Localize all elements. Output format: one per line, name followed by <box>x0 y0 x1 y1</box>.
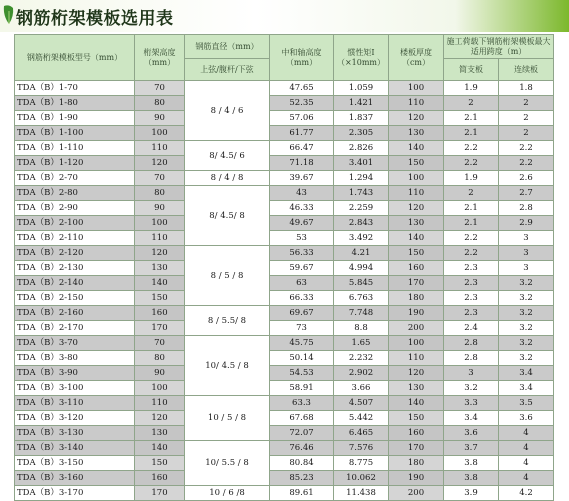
neutral-axis-cell: 49.67 <box>270 216 334 231</box>
inertia-cell: 2.843 <box>334 216 389 231</box>
height-cell: 140 <box>135 276 185 291</box>
model-cell: TDA（B）3-100 <box>15 381 135 396</box>
continuous-span-cell: 2.9 <box>499 216 554 231</box>
simple-span-cell: 3.7 <box>444 441 499 456</box>
slab-thickness-cell: 150 <box>389 246 444 261</box>
simple-span-cell: 2 <box>444 186 499 201</box>
height-cell: 150 <box>135 456 185 471</box>
continuous-span-cell: 4 <box>499 456 554 471</box>
inertia-header: 惯性矩I（×10mm） <box>334 35 389 81</box>
table-row <box>15 471 554 486</box>
model-cell: TDA（B）1-100 <box>15 126 135 141</box>
height-cell: 100 <box>135 216 185 231</box>
inertia-cell: 2.902 <box>334 366 389 381</box>
neutral-axis-cell: 80.84 <box>270 456 334 471</box>
truss-selection-table <box>14 34 554 501</box>
simple-span-cell: 2.8 <box>444 336 499 351</box>
slab-thickness-cell: 140 <box>389 396 444 411</box>
continuous-span-cell: 4 <box>499 441 554 456</box>
model-cell: TDA（B）3-80 <box>15 351 135 366</box>
continuous-span-cell: 3.2 <box>499 321 554 336</box>
slab-thickness-cell: 120 <box>389 366 444 381</box>
table-row <box>15 426 554 441</box>
height-cell: 120 <box>135 246 185 261</box>
continuous-span-cell: 2 <box>499 96 554 111</box>
table-row <box>15 381 554 396</box>
title-bar <box>0 0 569 32</box>
slab-thickness-cell: 120 <box>389 201 444 216</box>
height-cell: 80 <box>135 351 185 366</box>
continuous-span-cell: 3 <box>499 246 554 261</box>
inertia-cell: 3.492 <box>334 231 389 246</box>
slab-thickness-cell: 160 <box>389 261 444 276</box>
slab-thickness-cell: 170 <box>389 441 444 456</box>
simple-span-cell: 2.2 <box>444 231 499 246</box>
model-cell: TDA（B）2-100 <box>15 216 135 231</box>
model-header: 钢筋桁架模板型号（mm） <box>15 35 135 81</box>
slab-thickness-cell: 100 <box>389 336 444 351</box>
model-cell: TDA（B）3-70 <box>15 336 135 351</box>
inertia-cell: 4.507 <box>334 396 389 411</box>
continuous-span-cell: 2.2 <box>499 141 554 156</box>
table-row <box>15 456 554 471</box>
neutral-axis-cell: 46.33 <box>270 201 334 216</box>
continuous-header: 连续板 <box>499 59 554 81</box>
neutral-axis-cell: 85.23 <box>270 471 334 486</box>
table-row <box>15 336 554 351</box>
continuous-span-cell: 4.2 <box>499 486 554 501</box>
simple-span-cell: 2.3 <box>444 276 499 291</box>
inertia-cell: 6.465 <box>334 426 389 441</box>
neutral-axis-cell: 61.77 <box>270 126 334 141</box>
height-cell: 140 <box>135 441 185 456</box>
neutral-axis-cell: 53 <box>270 231 334 246</box>
height-cell: 110 <box>135 231 185 246</box>
continuous-span-cell: 3.4 <box>499 366 554 381</box>
neutral-axis-cell: 71.18 <box>270 156 334 171</box>
table-row <box>15 441 554 456</box>
model-cell: TDA（B）2-150 <box>15 291 135 306</box>
continuous-span-cell: 2.6 <box>499 171 554 186</box>
height-cell: 80 <box>135 186 185 201</box>
model-cell: TDA（B）1-120 <box>15 156 135 171</box>
diameter-cell: 8 / 4 / 6 <box>185 81 270 141</box>
diameter-cell: 10/ 5.5 / 8 <box>185 441 270 486</box>
simple-span-cell: 3.3 <box>444 396 499 411</box>
simple-span-cell: 2 <box>444 96 499 111</box>
table-row <box>15 291 554 306</box>
diameter-subheader: 上弦/腹杆/下弦 <box>185 59 270 81</box>
slab-thickness-cell: 130 <box>389 126 444 141</box>
slab-thickness-cell: 160 <box>389 426 444 441</box>
continuous-span-cell: 2 <box>499 111 554 126</box>
table-row <box>15 141 554 156</box>
neutral-axis-cell: 39.67 <box>270 171 334 186</box>
simple-span-cell: 2.8 <box>444 351 499 366</box>
table-row <box>15 306 554 321</box>
inertia-cell: 5.442 <box>334 411 389 426</box>
simple-span-cell: 2.2 <box>444 246 499 261</box>
inertia-cell: 3.66 <box>334 381 389 396</box>
model-cell: TDA（B）2-110 <box>15 231 135 246</box>
neutral-axis-cell: 69.67 <box>270 306 334 321</box>
slab-thickness-header: 楼板厚度（cm） <box>389 35 444 81</box>
height-cell: 70 <box>135 81 185 96</box>
neutral-axis-cell: 56.33 <box>270 246 334 261</box>
model-cell: TDA（B）3-150 <box>15 456 135 471</box>
continuous-span-cell: 2.8 <box>499 201 554 216</box>
model-cell: TDA（B）2-160 <box>15 306 135 321</box>
neutral-axis-cell: 73 <box>270 321 334 336</box>
inertia-cell: 7.748 <box>334 306 389 321</box>
height-header: 桁架高度（mm） <box>135 35 185 81</box>
table-row <box>15 396 554 411</box>
slab-thickness-cell: 100 <box>389 81 444 96</box>
height-cell: 130 <box>135 426 185 441</box>
neutral-axis-header: 中和轴高度（mm） <box>270 35 334 81</box>
diameter-cell: 10 / 6 /8 <box>185 486 270 501</box>
diameter-cell: 8 / 4 / 8 <box>185 171 270 186</box>
neutral-axis-cell: 72.07 <box>270 426 334 441</box>
inertia-cell: 7.576 <box>334 441 389 456</box>
inertia-cell: 1.294 <box>334 171 389 186</box>
height-cell: 110 <box>135 141 185 156</box>
table-row <box>15 171 554 186</box>
inertia-cell: 4.994 <box>334 261 389 276</box>
height-cell: 70 <box>135 336 185 351</box>
simple-span-cell: 3.2 <box>444 381 499 396</box>
inertia-cell: 1.059 <box>334 81 389 96</box>
height-cell: 100 <box>135 381 185 396</box>
continuous-span-cell: 4 <box>499 471 554 486</box>
slab-thickness-cell: 180 <box>389 456 444 471</box>
simple-span-cell: 3 <box>444 366 499 381</box>
simple-span-cell: 2.2 <box>444 141 499 156</box>
inertia-cell: 2.259 <box>334 201 389 216</box>
model-cell: TDA（B）2-140 <box>15 276 135 291</box>
simple-span-cell: 2.1 <box>444 126 499 141</box>
neutral-axis-cell: 54.53 <box>270 366 334 381</box>
continuous-span-cell: 3.5 <box>499 396 554 411</box>
page-title: 钢筋桁架模板选用表 <box>16 9 174 29</box>
neutral-axis-cell: 58.91 <box>270 381 334 396</box>
height-cell: 150 <box>135 291 185 306</box>
diameter-cell: 10 / 5 / 8 <box>185 396 270 441</box>
inertia-cell: 11.438 <box>334 486 389 501</box>
table-row <box>15 96 554 111</box>
slab-thickness-cell: 140 <box>389 141 444 156</box>
neutral-axis-cell: 52.35 <box>270 96 334 111</box>
table-row <box>15 486 554 501</box>
slab-thickness-cell: 190 <box>389 306 444 321</box>
continuous-span-cell: 3.2 <box>499 336 554 351</box>
continuous-span-cell: 3 <box>499 231 554 246</box>
height-cell: 90 <box>135 366 185 381</box>
model-cell: TDA（B）3-120 <box>15 411 135 426</box>
height-cell: 80 <box>135 96 185 111</box>
neutral-axis-cell: 66.47 <box>270 141 334 156</box>
continuous-span-cell: 3.2 <box>499 291 554 306</box>
model-cell: TDA（B）3-140 <box>15 441 135 456</box>
table-row <box>15 321 554 336</box>
inertia-cell: 2.232 <box>334 351 389 366</box>
continuous-span-cell: 3.6 <box>499 411 554 426</box>
continuous-span-cell: 1.8 <box>499 81 554 96</box>
height-cell: 160 <box>135 471 185 486</box>
neutral-axis-cell: 57.06 <box>270 111 334 126</box>
table-row <box>15 231 554 246</box>
spec-table-container <box>14 34 554 501</box>
slab-thickness-cell: 110 <box>389 96 444 111</box>
simple-span-cell: 2.1 <box>444 111 499 126</box>
table-row <box>15 366 554 381</box>
model-cell: TDA（B）2-120 <box>15 246 135 261</box>
inertia-cell: 2.826 <box>334 141 389 156</box>
slab-thickness-cell: 130 <box>389 216 444 231</box>
simple-span-cell: 2.4 <box>444 321 499 336</box>
height-cell: 90 <box>135 111 185 126</box>
table-row <box>15 216 554 231</box>
slab-thickness-cell: 150 <box>389 156 444 171</box>
slab-thickness-cell: 110 <box>389 351 444 366</box>
height-cell: 130 <box>135 261 185 276</box>
model-cell: TDA（B）1-110 <box>15 141 135 156</box>
slab-thickness-cell: 130 <box>389 381 444 396</box>
neutral-axis-cell: 67.68 <box>270 411 334 426</box>
simple-span-cell: 2.2 <box>444 156 499 171</box>
diameter-cell: 8/ 4.5/ 6 <box>185 141 270 171</box>
neutral-axis-cell: 89.61 <box>270 486 334 501</box>
simple-support-header: 简支板 <box>444 59 499 81</box>
slab-thickness-cell: 120 <box>389 111 444 126</box>
continuous-span-cell: 3.2 <box>499 276 554 291</box>
height-cell: 100 <box>135 126 185 141</box>
neutral-axis-cell: 47.65 <box>270 81 334 96</box>
continuous-span-cell: 2.2 <box>499 156 554 171</box>
model-cell: TDA（B）2-80 <box>15 186 135 201</box>
inertia-cell: 3.401 <box>334 156 389 171</box>
inertia-cell: 8.8 <box>334 321 389 336</box>
slab-thickness-cell: 140 <box>389 231 444 246</box>
neutral-axis-cell: 45.75 <box>270 336 334 351</box>
model-cell: TDA（B）3-90 <box>15 366 135 381</box>
neutral-axis-cell: 43 <box>270 186 334 201</box>
neutral-axis-cell: 76.46 <box>270 441 334 456</box>
inertia-cell: 1.743 <box>334 186 389 201</box>
model-cell: TDA（B）2-90 <box>15 201 135 216</box>
diameter-cell: 8 / 5 / 8 <box>185 246 270 306</box>
height-cell: 170 <box>135 486 185 501</box>
model-cell: TDA（B）2-130 <box>15 261 135 276</box>
neutral-axis-cell: 63.3 <box>270 396 334 411</box>
simple-span-cell: 2.3 <box>444 291 499 306</box>
slab-thickness-cell: 200 <box>389 486 444 501</box>
model-cell: TDA（B）1-80 <box>15 96 135 111</box>
model-cell: TDA（B）1-70 <box>15 81 135 96</box>
inertia-cell: 8.775 <box>334 456 389 471</box>
table-row <box>15 276 554 291</box>
span-group-header: 施工荷载下钢筋桁架模板最大适用跨度（m） <box>444 35 554 59</box>
model-cell: TDA（B）2-70 <box>15 171 135 186</box>
simple-span-cell: 2.3 <box>444 306 499 321</box>
simple-span-cell: 2.3 <box>444 261 499 276</box>
simple-span-cell: 1.9 <box>444 81 499 96</box>
model-cell: TDA（B）1-90 <box>15 111 135 126</box>
simple-span-cell: 3.6 <box>444 426 499 441</box>
inertia-cell: 2.305 <box>334 126 389 141</box>
continuous-span-cell: 3.4 <box>499 381 554 396</box>
continuous-span-cell: 4 <box>499 426 554 441</box>
slab-thickness-cell: 110 <box>389 186 444 201</box>
diameter-cell: 8 / 5.5/ 8 <box>185 306 270 336</box>
diameter-cell: 10/ 4.5 / 8 <box>185 336 270 396</box>
slab-thickness-cell: 170 <box>389 276 444 291</box>
simple-span-cell: 3.8 <box>444 471 499 486</box>
simple-span-cell: 1.9 <box>444 171 499 186</box>
table-row <box>15 261 554 276</box>
inertia-cell: 1.421 <box>334 96 389 111</box>
simple-span-cell: 3.4 <box>444 411 499 426</box>
continuous-span-cell: 2 <box>499 126 554 141</box>
model-cell: TDA（B）3-160 <box>15 471 135 486</box>
diameter-header: 钢筋直径（mm） <box>185 35 270 59</box>
slab-thickness-cell: 100 <box>389 171 444 186</box>
neutral-axis-cell: 63 <box>270 276 334 291</box>
continuous-span-cell: 3.2 <box>499 351 554 366</box>
table-body <box>15 81 554 501</box>
simple-span-cell: 3.8 <box>444 456 499 471</box>
table-row <box>15 186 554 201</box>
height-cell: 160 <box>135 306 185 321</box>
simple-span-cell: 2.1 <box>444 201 499 216</box>
neutral-axis-cell: 59.67 <box>270 261 334 276</box>
model-cell: TDA（B）3-110 <box>15 396 135 411</box>
table-row <box>15 351 554 366</box>
inertia-cell: 1.837 <box>334 111 389 126</box>
slab-thickness-cell: 200 <box>389 321 444 336</box>
table-row <box>15 246 554 261</box>
table-row <box>15 156 554 171</box>
table-row <box>15 126 554 141</box>
diameter-cell: 8/ 4.5/ 8 <box>185 186 270 246</box>
inertia-cell: 10.062 <box>334 471 389 486</box>
neutral-axis-cell: 66.33 <box>270 291 334 306</box>
inertia-cell: 1.65 <box>334 336 389 351</box>
inertia-cell: 4.21 <box>334 246 389 261</box>
height-cell: 90 <box>135 201 185 216</box>
model-cell: TDA（B）2-170 <box>15 321 135 336</box>
table-row <box>15 411 554 426</box>
table-row <box>15 81 554 96</box>
neutral-axis-cell: 50.14 <box>270 351 334 366</box>
slab-thickness-cell: 150 <box>389 411 444 426</box>
continuous-span-cell: 2.7 <box>499 186 554 201</box>
slab-thickness-cell: 190 <box>389 471 444 486</box>
height-cell: 110 <box>135 396 185 411</box>
model-cell: TDA（B）3-130 <box>15 426 135 441</box>
slab-thickness-cell: 180 <box>389 291 444 306</box>
height-cell: 170 <box>135 321 185 336</box>
inertia-cell: 6.763 <box>334 291 389 306</box>
height-cell: 70 <box>135 171 185 186</box>
table-row <box>15 201 554 216</box>
height-cell: 120 <box>135 156 185 171</box>
continuous-span-cell: 3.2 <box>499 306 554 321</box>
simple-span-cell: 2.1 <box>444 216 499 231</box>
continuous-span-cell: 3 <box>499 261 554 276</box>
simple-span-cell: 3.9 <box>444 486 499 501</box>
model-cell: TDA（B）3-170 <box>15 486 135 501</box>
inertia-cell: 5.845 <box>334 276 389 291</box>
table-row <box>15 111 554 126</box>
leaf-bulb-icon <box>2 2 16 28</box>
height-cell: 120 <box>135 411 185 426</box>
